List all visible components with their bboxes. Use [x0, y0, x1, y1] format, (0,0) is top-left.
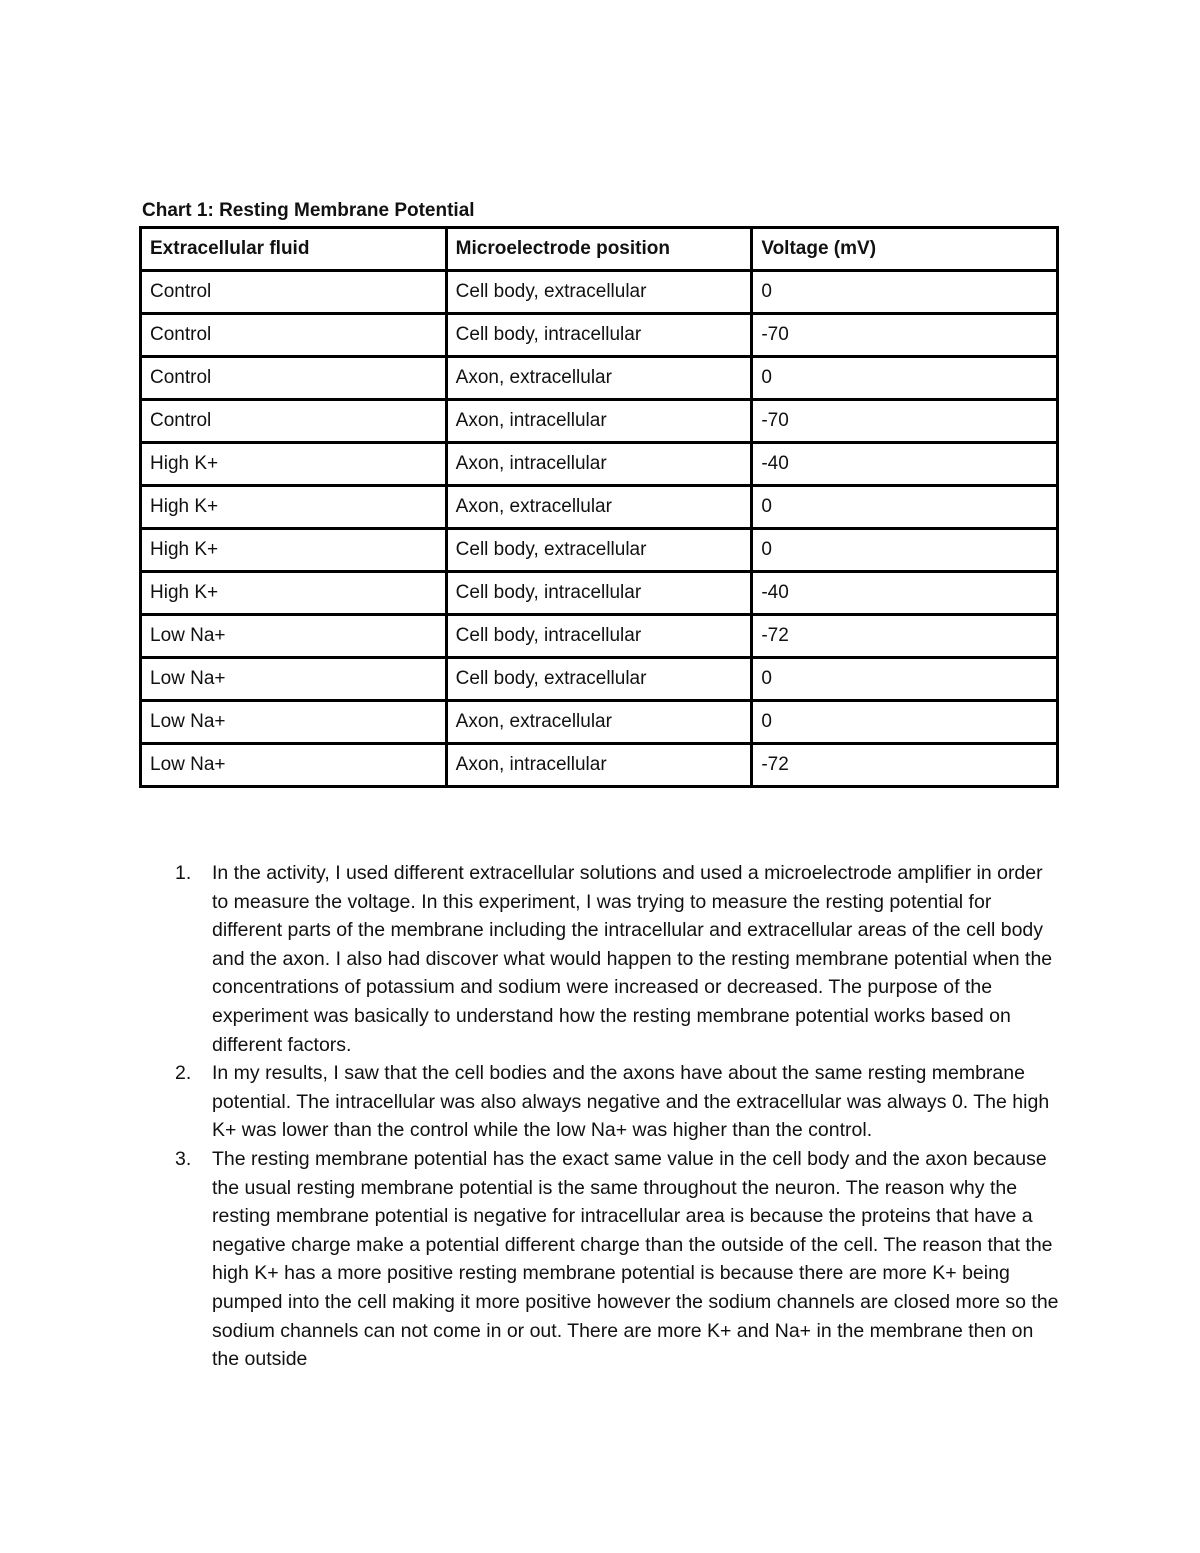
- cell-position: Axon, intracellular: [446, 443, 752, 486]
- cell-voltage: -40: [752, 572, 1058, 615]
- header-voltage: Voltage (mV): [752, 228, 1058, 271]
- answer-text: In my results, I saw that the cell bodies and the axons have about the same resting membrane potential. The intracellular was also always negative and the extracellular was always 0. The high K+ was lower than the control while the low Na+ was higher than the control.: [212, 1062, 1050, 1142]
- header-extracellular-fluid: Extracellular fluid: [141, 228, 447, 271]
- table-row: [141, 615, 1058, 658]
- header-microelectrode-position: Microelectrode position: [446, 228, 752, 271]
- cell-position: Axon, extracellular: [446, 357, 752, 400]
- table-row: [141, 744, 1058, 787]
- cell-voltage: -72: [752, 744, 1058, 787]
- table-row: [141, 271, 1058, 314]
- cell-position: Cell body, intracellular: [446, 314, 752, 357]
- cell-fluid: Control: [141, 400, 447, 443]
- table-row: [141, 314, 1058, 357]
- cell-fluid: Control: [141, 314, 447, 357]
- list-number: 1.: [175, 862, 192, 884]
- cell-position: Cell body, extracellular: [446, 271, 752, 314]
- cell-fluid: Low Na+: [141, 615, 447, 658]
- cell-voltage: -70: [752, 400, 1058, 443]
- cell-voltage: 0: [752, 486, 1058, 529]
- answer-list: [175, 859, 1062, 1374]
- answer-text: In the activity, I used different extracellular solutions and used a microelectrode amplifier in order to measure the voltage. In this experiment, I was trying to measure the resting potential for different parts of the membrane including the intracellular and extracellular areas of the cell body and the axon. I also had discover what would happen to the resting membrane potential when the concentrations of potassium and sodium were increased or decreased. The purpose of the experiment was basically to understand how the resting membrane potential works based on different factors.: [212, 862, 1053, 1056]
- table-row: [141, 400, 1058, 443]
- table-row: [141, 701, 1058, 744]
- cell-voltage: 0: [752, 271, 1058, 314]
- cell-fluid: High K+: [141, 572, 447, 615]
- cell-fluid: High K+: [141, 529, 447, 572]
- table-header-row: [141, 228, 1058, 271]
- cell-position: Cell body, intracellular: [446, 572, 752, 615]
- cell-position: Axon, intracellular: [446, 400, 752, 443]
- list-item: [175, 1145, 1062, 1374]
- list-number: 3.: [175, 1147, 192, 1170]
- cell-position: Cell body, intracellular: [446, 615, 752, 658]
- cell-fluid: High K+: [141, 443, 447, 486]
- list-number: 2.: [175, 1062, 192, 1085]
- answer-text: The resting membrane potential has the exact same value in the cell body and the axon because the usual resting membrane potential is the same throughout the neuron. The reason why the resting membrane potential is negative for intracellular area is because the proteins that have a negative charge make a potential different charge than the outside of the cell. The reason that the high K+ has a more positive resting membrane potential is because there are more K+ being pumped into the cell making it more positive however the sodium channels are closed more so the sodium channels can not come in or out. There are more K+ and Na+ in the membrane then on the outside: [212, 1147, 1059, 1371]
- cell-voltage: 0: [752, 357, 1058, 400]
- cell-voltage: -72: [752, 615, 1058, 658]
- cell-voltage: 0: [752, 529, 1058, 572]
- cell-position: Cell body, extracellular: [446, 529, 752, 572]
- resting-potential-table: [139, 226, 1059, 788]
- table-row: [141, 572, 1058, 615]
- cell-voltage: 0: [752, 701, 1058, 744]
- cell-fluid: Control: [141, 357, 447, 400]
- table-row: [141, 443, 1058, 486]
- cell-voltage: -40: [752, 443, 1058, 486]
- chart-title: Chart 1: Resting Membrane Potential: [142, 200, 475, 221]
- cell-position: Axon, extracellular: [446, 486, 752, 529]
- table-row: [141, 357, 1058, 400]
- list-item: [175, 859, 1062, 1059]
- cell-position: Axon, extracellular: [446, 701, 752, 744]
- cell-position: Cell body, extracellular: [446, 658, 752, 701]
- cell-voltage: -70: [752, 314, 1058, 357]
- cell-fluid: Low Na+: [141, 658, 447, 701]
- table-row: [141, 658, 1058, 701]
- table-row: [141, 529, 1058, 572]
- cell-fluid: Control: [141, 271, 447, 314]
- table-row: [141, 486, 1058, 529]
- cell-fluid: Low Na+: [141, 744, 447, 787]
- list-item: [175, 1059, 1062, 1145]
- cell-fluid: Low Na+: [141, 701, 447, 744]
- cell-position: Axon, intracellular: [446, 744, 752, 787]
- cell-voltage: 0: [752, 658, 1058, 701]
- cell-fluid: High K+: [141, 486, 447, 529]
